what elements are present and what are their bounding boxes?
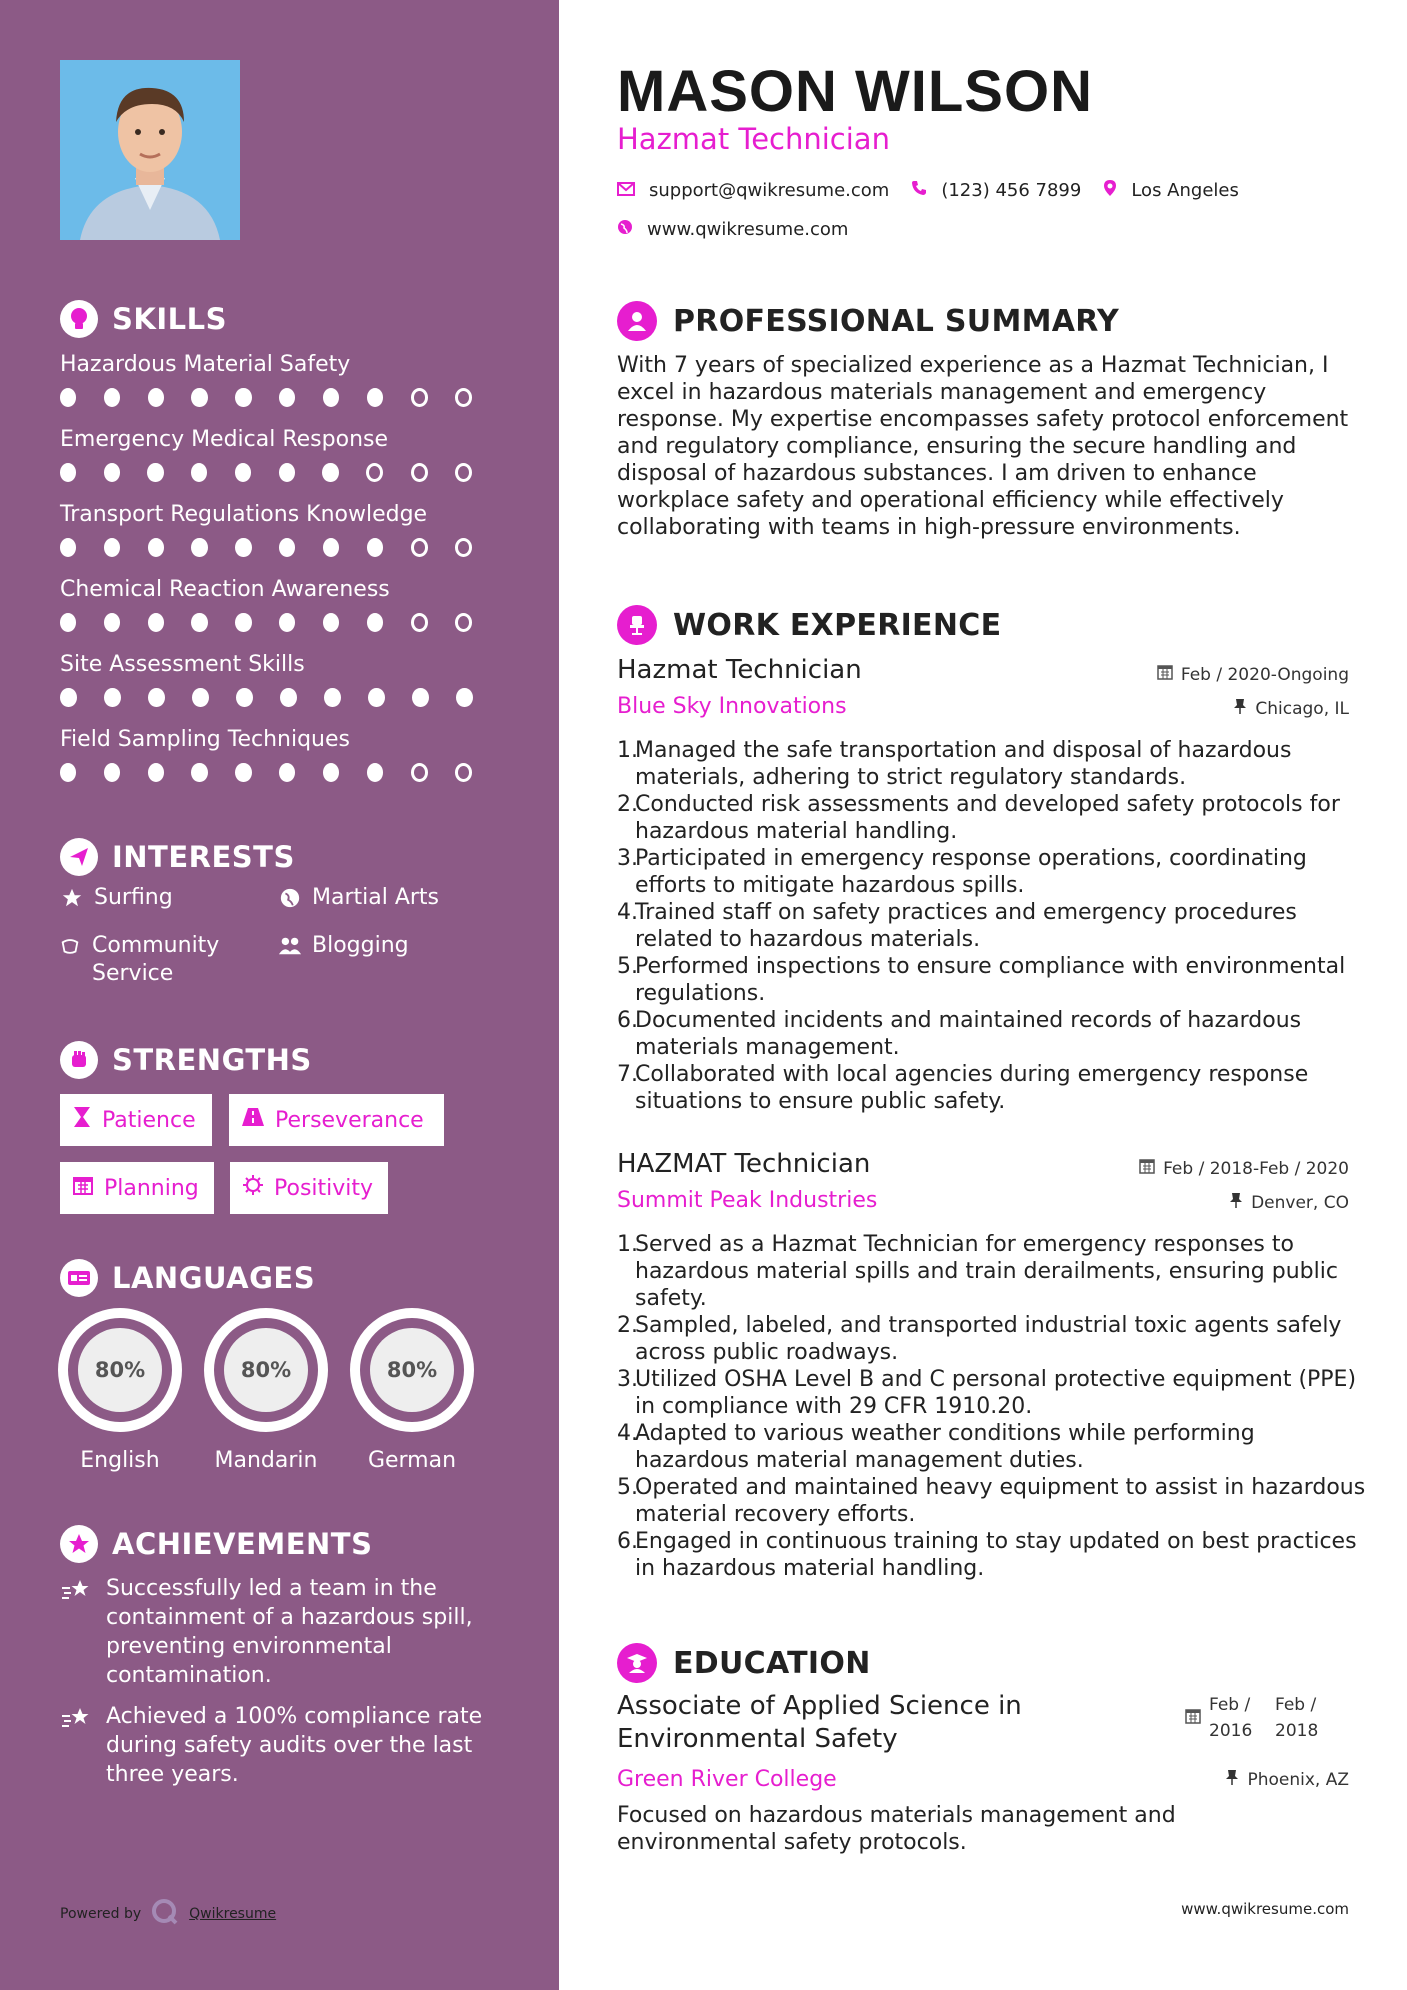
skill-item <box>60 500 500 557</box>
strength-label: Planning <box>104 1175 199 1201</box>
duty-item: Conducted risk assessments and developed safety protocols for hazardous material handling. <box>635 792 1340 844</box>
rating-dot-filled <box>456 688 473 707</box>
rating-dot-filled <box>368 688 385 707</box>
rating-dot-filled <box>280 688 297 707</box>
globe-icon <box>278 884 302 912</box>
strength-label: Perseverance <box>275 1107 424 1133</box>
strength-label: Patience <box>102 1107 196 1133</box>
rating-dot-filled <box>60 538 76 557</box>
main-content <box>559 0 1407 1990</box>
rating-dot-filled <box>60 388 76 407</box>
qwikresume-logo-icon <box>151 1898 179 1930</box>
skill-item <box>60 725 500 782</box>
job-dates <box>1157 664 1349 685</box>
rating-dot-filled <box>323 613 339 632</box>
education-dates <box>1185 1692 1325 1744</box>
rating-dot-filled <box>235 463 251 482</box>
skill-name: Chemical Reaction Awareness <box>60 577 390 602</box>
phone-icon <box>911 180 927 201</box>
skill-rating <box>60 463 500 482</box>
duty-item: Sampled, labeled, and transported industrial toxic agents safely across public roadways. <box>635 1313 1342 1365</box>
paper-plane-icon <box>60 838 98 876</box>
skill-rating <box>60 388 500 407</box>
candidate-role: Hazmat Technician <box>617 122 890 156</box>
contact-row <box>617 179 1239 202</box>
job-duties-list <box>617 1231 1367 1582</box>
education-location-text: Phoenix, AZ <box>1247 1769 1349 1790</box>
rating-dot-filled <box>279 538 295 557</box>
rating-dot-filled <box>235 613 251 632</box>
fist-icon <box>60 1041 98 1079</box>
user-icon <box>617 301 657 341</box>
job-dates-text: Feb / 2020-Ongoing <box>1180 664 1349 685</box>
duty-item: Utilized OSHA Level B and C personal protective equipment (PPE) in compliance with 29 CFR 1910.20. <box>635 1367 1357 1419</box>
education-start: Feb / 2016 <box>1209 1695 1253 1741</box>
lightbulb-icon <box>60 300 98 338</box>
skill-name: Emergency Medical Response <box>60 427 389 452</box>
rating-dot-empty <box>411 538 428 557</box>
education-description: Focused on hazardous materials management and environmental safety protocols. <box>617 1803 1176 1855</box>
rating-dot-filled <box>367 613 383 632</box>
sun-icon <box>242 1174 264 1202</box>
degree-title: Associate of Applied Science in Environmental Safety <box>617 1691 1022 1754</box>
duty-item: Documented incidents and maintained records of hazardous materials management. <box>635 1008 1302 1060</box>
interest-item <box>60 884 173 912</box>
skill-name: Site Assessment Skills <box>60 652 305 677</box>
rating-dot-filled <box>104 538 120 557</box>
rating-dot-filled <box>60 688 77 707</box>
rating-dot-filled <box>367 388 383 407</box>
powered-by <box>60 1898 276 1930</box>
calendar-icon <box>1139 1158 1155 1179</box>
duty-item: Operated and maintained heavy equipment to assist in hazardous material recovery efforts. <box>635 1475 1366 1527</box>
profile-photo <box>60 60 240 240</box>
shooting-star-icon <box>60 1574 94 1690</box>
strength-chip <box>230 1162 388 1214</box>
rating-dot-filled <box>322 463 338 482</box>
skills-heading <box>60 300 227 338</box>
rating-dot-empty <box>455 388 472 407</box>
rating-dot-filled <box>324 688 341 707</box>
language-name: German <box>367 1448 457 1473</box>
summary-text: With 7 years of specialized experience as a Hazmat Technician, I excel in hazardous materials management and emergency response. My expertise encompasses safety protocol enforcement and regulatory compliance, ensuring the secure handling and disposal of hazardous substances. I am driven to enhance workplace safety and operational efficiency while effectively collaborating with teams in high-pressure environments. <box>617 353 1349 540</box>
rating-dot-empty <box>455 613 472 632</box>
rating-dot-filled <box>148 388 164 407</box>
rating-dot-filled <box>236 688 253 707</box>
job-location-text: Denver, CO <box>1251 1192 1349 1213</box>
rating-dot-filled <box>104 688 121 707</box>
duty-item: Performed inspections to ensure compliance with environmental regulations. <box>635 954 1346 1006</box>
rating-dot-filled <box>367 538 383 557</box>
rating-dot-filled <box>412 688 429 707</box>
duty-item: Collaborated with local agencies during emergency response situations to ensure public safety. <box>635 1062 1309 1114</box>
job-title: Hazmat Technician <box>617 655 862 685</box>
rating-dot-filled <box>279 463 295 482</box>
duty-item: Served as a Hazmat Technician for emergency responses to hazardous material spills and train derailments, ensuring public safety. <box>635 1232 1338 1311</box>
language-percent: 80% <box>78 1328 162 1412</box>
powered-by-label: Powered by <box>60 1906 142 1922</box>
rating-dot-filled <box>191 388 207 407</box>
rating-dot-empty <box>411 388 428 407</box>
rating-dot-empty <box>411 463 428 482</box>
duty-item: Trained staff on safety practices and emergency procedures related to hazardous materials. <box>635 900 1297 952</box>
interest-item <box>278 932 409 960</box>
education-title: EDUCATION <box>673 1645 871 1681</box>
envelope-icon <box>617 180 635 201</box>
sidebar <box>0 0 559 1990</box>
graduate-icon <box>617 1643 657 1683</box>
language-item <box>204 1308 328 1473</box>
strengths-heading <box>60 1041 312 1079</box>
interest-label: Martial Arts <box>312 885 440 910</box>
rating-dot-filled <box>279 763 295 782</box>
calendar-icon <box>1157 664 1173 685</box>
interest-label: Blogging <box>312 933 409 958</box>
rating-dot-filled <box>191 763 207 782</box>
skill-item <box>60 575 500 632</box>
rating-dot-filled <box>323 538 339 557</box>
job-location <box>1229 1192 1349 1213</box>
rating-dot-filled <box>60 613 76 632</box>
language-percent: 80% <box>224 1328 308 1412</box>
id-card-icon <box>60 1259 98 1297</box>
interests-heading <box>60 838 295 876</box>
pushpin-icon <box>1229 1192 1243 1213</box>
duty-item: Managed the safe transportation and disposal of hazardous materials, adhering to strict regulatory standards. <box>635 738 1292 790</box>
language-item <box>58 1308 182 1473</box>
location-text: Los Angeles <box>1131 180 1239 201</box>
skill-item <box>60 650 500 707</box>
candidate-name: MASON WILSON <box>617 59 1093 124</box>
company-name: Summit Peak Industries <box>617 1188 878 1213</box>
interest-item <box>58 932 219 988</box>
job-title: HAZMAT Technician <box>617 1149 871 1179</box>
education-end: Feb / 2018 <box>1275 1695 1319 1741</box>
rating-dot-filled <box>104 463 120 482</box>
job-dates-text: Feb / 2018-Feb / 2020 <box>1163 1158 1349 1179</box>
rating-dot-filled <box>104 388 120 407</box>
footer-url[interactable]: www.qwikresume.com <box>1181 1900 1349 1918</box>
interests-title: INTERESTS <box>112 840 295 874</box>
rating-dot-empty <box>455 763 472 782</box>
rating-dot-filled <box>323 388 339 407</box>
experience-heading <box>617 605 1001 645</box>
hourglass-icon <box>72 1105 92 1135</box>
calendar-icon <box>1185 1708 1201 1729</box>
rating-dot-filled <box>235 388 251 407</box>
experience-title: WORK EXPERIENCE <box>673 607 1002 643</box>
rating-dot-filled <box>191 613 207 632</box>
language-name: Mandarin <box>214 1448 318 1473</box>
star-icon <box>60 884 84 912</box>
skill-name: Transport Regulations Knowledge <box>60 502 428 527</box>
achievement-text: Successfully led a team in the containment of a hazardous spill, preventing environmental contamination. <box>106 1576 473 1688</box>
job-location-text: Chicago, IL <box>1255 698 1349 719</box>
rating-dot-filled <box>191 538 207 557</box>
rating-dot-filled <box>235 538 251 557</box>
company-name: Blue Sky Innovations <box>617 694 847 719</box>
strengths-title: STRENGTHS <box>112 1043 312 1077</box>
language-ring <box>350 1308 474 1432</box>
summary-heading <box>617 301 1119 341</box>
skills-title: SKILLS <box>112 302 227 336</box>
email-link[interactable]: support@qwikresume.com <box>649 180 890 201</box>
strength-chip <box>60 1162 214 1214</box>
rating-dot-filled <box>60 463 76 482</box>
calendar-icon <box>72 1174 94 1202</box>
rating-dot-empty <box>455 463 472 482</box>
website-row <box>617 219 848 240</box>
rating-dot-filled <box>192 688 209 707</box>
pushpin-icon <box>1225 1769 1239 1790</box>
achievements-title: ACHIEVEMENTS <box>112 1527 373 1561</box>
education-location <box>1225 1769 1349 1790</box>
rating-dot-empty <box>411 763 428 782</box>
pushpin-icon <box>1233 698 1247 719</box>
language-ring <box>58 1308 182 1432</box>
rating-dot-filled <box>279 388 295 407</box>
summary-title: PROFESSIONAL SUMMARY <box>673 303 1120 339</box>
rating-dot-filled <box>191 463 207 482</box>
language-name: English <box>80 1448 160 1473</box>
education-heading <box>617 1643 871 1683</box>
achievements-heading <box>60 1525 372 1563</box>
achievement-item <box>60 1574 500 1690</box>
school-name: Green River College <box>617 1767 837 1792</box>
duty-item: Engaged in continuous training to stay updated on best practices in hazardous material handling. <box>635 1529 1357 1581</box>
interest-label: Surfing <box>94 885 173 910</box>
rating-dot-filled <box>104 613 120 632</box>
rating-dot-filled <box>148 763 164 782</box>
rating-dot-filled <box>235 763 251 782</box>
rating-dot-empty <box>455 538 472 557</box>
rating-dot-filled <box>367 763 383 782</box>
job-dates <box>1139 1158 1349 1179</box>
achievement-item <box>60 1702 500 1789</box>
rating-dot-filled <box>147 463 163 482</box>
job-duties-list <box>617 737 1367 1115</box>
skill-name: Hazardous Material Safety <box>60 352 351 377</box>
skill-rating <box>60 688 500 707</box>
star-badge-icon <box>60 1525 98 1563</box>
rating-dot-filled <box>279 613 295 632</box>
website-link[interactable]: www.qwikresume.com <box>647 219 849 240</box>
location-pin-icon <box>1103 179 1117 202</box>
rating-dot-filled <box>148 688 165 707</box>
hand-icon <box>58 932 82 960</box>
strength-label: Positivity <box>274 1175 374 1201</box>
globe-icon <box>617 219 633 240</box>
language-ring <box>204 1308 328 1432</box>
rating-dot-filled <box>148 538 164 557</box>
languages-heading <box>60 1259 315 1297</box>
language-item <box>350 1308 474 1473</box>
users-icon <box>278 932 302 960</box>
qwikresume-link[interactable]: Qwikresume <box>189 1906 277 1922</box>
rating-dot-empty <box>411 613 428 632</box>
office-chair-icon <box>617 605 657 645</box>
skill-item <box>60 350 500 407</box>
languages-title: LANGUAGES <box>112 1261 316 1295</box>
interest-item <box>278 884 439 912</box>
road-icon <box>241 1106 265 1134</box>
rating-dot-filled <box>323 763 339 782</box>
job-location <box>1233 698 1349 719</box>
duty-item: Adapted to various weather conditions while performing hazardous material management duties. <box>635 1421 1255 1473</box>
interest-label: Community Service <box>92 933 220 986</box>
duty-item: Participated in emergency response operations, coordinating efforts to mitigate hazardous spills. <box>635 846 1307 898</box>
achievement-text: Achieved a 100% compliance rate during safety audits over the last three years. <box>106 1704 483 1787</box>
shooting-star-icon <box>60 1702 94 1789</box>
phone-number: (123) 456 7899 <box>941 180 1082 201</box>
strength-chip <box>60 1094 212 1146</box>
language-percent: 80% <box>370 1328 454 1412</box>
skill-name: Field Sampling Techniques <box>60 727 350 752</box>
rating-dot-filled <box>148 613 164 632</box>
rating-dot-filled <box>104 763 120 782</box>
skill-rating <box>60 763 500 782</box>
skill-rating <box>60 613 500 632</box>
rating-dot-empty <box>366 463 383 482</box>
rating-dot-filled <box>60 763 76 782</box>
skill-rating <box>60 538 500 557</box>
strength-chip <box>229 1094 444 1146</box>
skill-item <box>60 425 500 482</box>
